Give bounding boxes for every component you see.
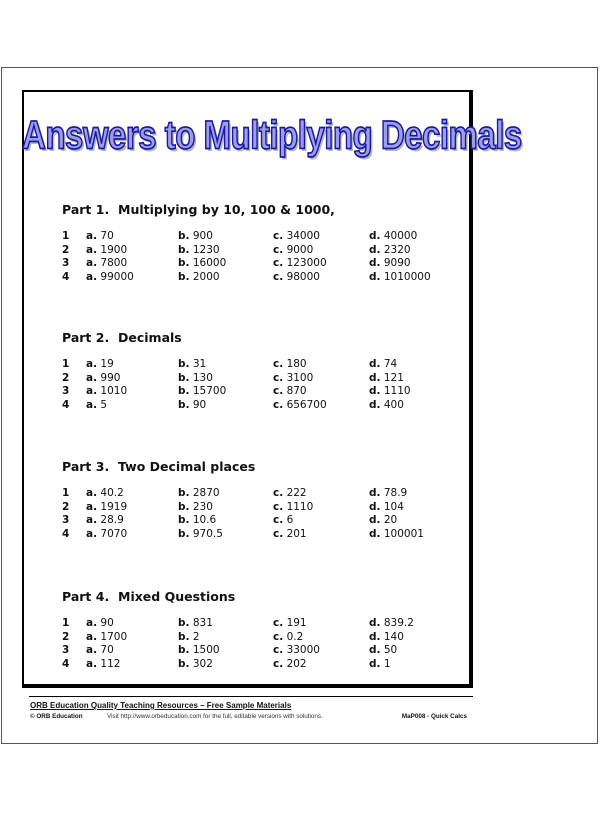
answer-letter: d. (369, 371, 381, 384)
answer-value: 400 (383, 399, 404, 412)
answer-letter: b. (178, 385, 190, 398)
answer-letter: c. (273, 257, 284, 270)
answer-cell-b (178, 244, 220, 256)
answer-value: 20 (383, 514, 398, 527)
answer-letter: d. (369, 644, 381, 657)
answer-cell-a (86, 487, 124, 499)
answer-cell-c (273, 528, 307, 540)
question-number: 1 (62, 358, 70, 370)
answer-value: 1900 (100, 243, 128, 256)
answer-cell-d (369, 631, 404, 643)
answer-cell-d (369, 399, 404, 411)
answer-letter: c. (273, 385, 284, 398)
answer-cell-c (273, 385, 307, 397)
question-number: 1 (62, 617, 70, 629)
answer-value: 10.6 (192, 514, 217, 527)
footer-title: ORB Education Quality Teaching Resources – Free Sample Materials (30, 701, 292, 710)
answer-cell-d (369, 244, 411, 256)
answer-value: 40000 (383, 230, 418, 242)
section-heading (62, 589, 235, 604)
answer-value: 31 (192, 358, 207, 370)
answer-value: 74 (383, 358, 398, 370)
answer-value: 99000 (100, 271, 134, 284)
answer-cell-c (273, 631, 303, 643)
answer-value: 98000 (286, 271, 320, 284)
answer-cell-c (273, 501, 313, 513)
answer-cell-c (273, 372, 313, 384)
answer-cell-a (86, 644, 114, 656)
answer-cell-c (273, 658, 307, 670)
answer-value: 900 (192, 230, 213, 242)
answer-letter: c. (273, 243, 284, 256)
question-number: 3 (62, 257, 70, 270)
answer-value: 2870 (192, 487, 220, 499)
answer-cell-d (369, 487, 407, 499)
answer-letter: a. (86, 358, 98, 370)
answer-value: 19 (100, 358, 114, 370)
answer-cell-d (369, 372, 404, 384)
question-number: 3 (62, 385, 70, 398)
answer-value: 140 (383, 630, 404, 643)
answer-letter: d. (369, 658, 381, 671)
answer-letter: c. (273, 617, 284, 629)
answer-letter: b. (178, 658, 190, 671)
answer-value: 1919 (100, 500, 128, 513)
answer-cell-a (86, 230, 114, 242)
answer-letter: d. (369, 617, 381, 629)
question-number: 2 (62, 243, 70, 256)
answer-cell-c (273, 514, 293, 526)
answer-value: 180 (286, 358, 307, 370)
question-number: 3 (62, 644, 70, 657)
answer-cell-a (86, 271, 134, 283)
answer-value: 2 (192, 630, 200, 643)
section-title: Multiplying by 10, 100 & 1000, (118, 202, 335, 217)
answer-letter: d. (369, 358, 381, 370)
answer-letter: d. (369, 385, 381, 398)
question-number: 3 (62, 514, 70, 527)
answer-cell-b (178, 230, 213, 242)
answer-cell-c (273, 257, 327, 269)
answer-value: 90 (100, 617, 114, 629)
answer-value: 202 (286, 658, 307, 671)
page-title: Answers to Multiplying Decimals (22, 112, 522, 158)
answer-cell-b (178, 514, 216, 526)
answer-letter: a. (86, 514, 98, 527)
answer-value: 1010000 (383, 271, 431, 284)
answer-cell-b (178, 617, 213, 629)
answer-value: 100001 (383, 528, 424, 541)
answer-letter: a. (86, 230, 98, 242)
answer-letter: c. (273, 371, 284, 384)
answer-letter: a. (86, 385, 98, 398)
section-heading (62, 202, 335, 217)
answer-value: 1230 (192, 243, 220, 256)
answer-letter: b. (178, 243, 190, 256)
answer-letter: a. (86, 271, 98, 284)
answer-letter: d. (369, 243, 381, 256)
section-part-label: Part 3. (62, 459, 110, 474)
answer-letter: b. (178, 399, 190, 412)
answer-letter: d. (369, 487, 381, 499)
answer-letter: c. (273, 514, 284, 527)
answer-letter: d. (369, 399, 381, 412)
question-number: 4 (62, 528, 70, 541)
answer-cell-c (273, 244, 313, 256)
answer-letter: d. (369, 514, 381, 527)
answer-cell-a (86, 257, 127, 269)
answer-cell-b (178, 358, 206, 370)
section-title: Two Decimal places (118, 459, 256, 474)
answer-value: 0.2 (286, 630, 304, 643)
answer-cell-b (178, 644, 220, 656)
answer-letter: d. (369, 528, 381, 541)
answer-cell-c (273, 644, 320, 656)
answer-value: 70 (100, 230, 114, 242)
answer-cell-b (178, 631, 200, 643)
question-number: 1 (62, 487, 70, 499)
answer-cell-c (273, 271, 320, 283)
answer-cell-b (178, 372, 213, 384)
question-number: 2 (62, 371, 70, 384)
answer-cell-d (369, 257, 411, 269)
answer-letter: a. (86, 500, 98, 513)
section-part-label: Part 1. (62, 202, 110, 217)
answer-cell-d (369, 230, 417, 242)
answer-letter: d. (369, 271, 381, 284)
footer-copyright: © ORB Education (30, 713, 83, 720)
answer-value: 222 (286, 487, 307, 499)
answer-letter: c. (273, 658, 284, 671)
answer-letter: d. (369, 257, 381, 270)
answer-letter: a. (86, 528, 98, 541)
answer-value: 1500 (192, 644, 220, 657)
answer-cell-b (178, 271, 220, 283)
answer-cell-d (369, 271, 431, 283)
answer-value: 2320 (383, 243, 411, 256)
answer-value: 50 (383, 644, 398, 657)
answer-value: 7070 (100, 528, 128, 541)
answer-value: 28.9 (100, 514, 124, 527)
answer-value: 34000 (286, 230, 320, 242)
answer-value: 121 (383, 371, 404, 384)
answer-cell-a (86, 501, 127, 513)
answer-letter: a. (86, 658, 98, 671)
answer-cell-d (369, 514, 397, 526)
answer-cell-c (273, 617, 307, 629)
answer-value: 201 (286, 528, 307, 541)
answer-value: 1 (383, 658, 391, 671)
answer-cell-d (369, 501, 404, 513)
answer-letter: d. (369, 500, 381, 513)
answer-value: 9090 (383, 257, 411, 270)
answer-letter: a. (86, 371, 98, 384)
answer-letter: d. (369, 630, 381, 643)
answer-cell-d (369, 644, 397, 656)
answer-cell-a (86, 528, 127, 540)
answer-cell-a (86, 399, 107, 411)
footer-product-code: MaP008 - Quick Calcs (401, 713, 467, 720)
answer-letter: a. (86, 617, 98, 629)
answer-value: 78.9 (383, 487, 408, 499)
answer-cell-a (86, 358, 114, 370)
answer-letter: b. (178, 617, 190, 629)
section-title: Mixed Questions (118, 589, 236, 604)
answer-letter: b. (178, 358, 190, 370)
answer-value: 870 (286, 385, 307, 398)
answer-value: 90 (192, 399, 207, 412)
question-number: 2 (62, 630, 70, 643)
answer-letter: c. (273, 500, 284, 513)
answer-letter: b. (178, 500, 190, 513)
question-number: 4 (62, 271, 70, 284)
answer-letter: b. (178, 230, 190, 242)
answer-value: 1010 (100, 385, 128, 398)
answer-value: 7800 (100, 257, 128, 270)
answer-value: 130 (192, 371, 213, 384)
answer-cell-a (86, 244, 127, 256)
answer-cell-b (178, 385, 226, 397)
answer-cell-a (86, 372, 120, 384)
answer-letter: a. (86, 644, 98, 657)
question-number: 1 (62, 230, 70, 242)
answer-letter: a. (86, 630, 98, 643)
answer-value: 970.5 (192, 528, 223, 541)
answer-cell-c (273, 230, 320, 242)
question-number: 4 (62, 399, 70, 412)
answer-cell-a (86, 631, 127, 643)
answer-value: 104 (383, 500, 404, 513)
answer-letter: b. (178, 257, 190, 270)
answer-cell-b (178, 257, 226, 269)
answer-letter: a. (86, 487, 98, 499)
answer-cell-b (178, 528, 223, 540)
answer-cell-d (369, 617, 414, 629)
answer-letter: c. (273, 399, 284, 412)
footer-divider (29, 696, 473, 697)
answer-value: 33000 (286, 644, 320, 657)
answer-cell-a (86, 385, 127, 397)
answer-letter: d. (369, 230, 381, 242)
answer-value: 2000 (192, 271, 220, 284)
answer-cell-b (178, 399, 206, 411)
answer-cell-b (178, 501, 213, 513)
answer-letter: b. (178, 644, 190, 657)
answer-cell-d (369, 528, 424, 540)
answer-letter: c. (273, 358, 284, 370)
answer-value: 1110 (383, 385, 411, 398)
answer-value: 1700 (100, 630, 128, 643)
answer-letter: c. (273, 487, 284, 499)
answer-value: 191 (286, 617, 307, 629)
answer-cell-d (369, 658, 391, 670)
answer-value: 5 (100, 399, 108, 412)
answer-letter: b. (178, 487, 190, 499)
section-heading (62, 459, 255, 474)
question-number: 4 (62, 658, 70, 671)
answer-value: 6 (286, 514, 294, 527)
answer-cell-d (369, 358, 397, 370)
question-number: 2 (62, 500, 70, 513)
section-part-label: Part 4. (62, 589, 110, 604)
answer-letter: c. (273, 630, 284, 643)
answer-cell-a (86, 658, 120, 670)
answer-letter: a. (86, 399, 98, 412)
section-part-label: Part 2. (62, 330, 110, 345)
answer-letter: b. (178, 528, 190, 541)
answer-value: 40.2 (100, 487, 124, 499)
answer-value: 302 (192, 658, 213, 671)
answer-value: 839.2 (383, 617, 414, 629)
answer-value: 112 (100, 658, 121, 671)
section-title: Decimals (118, 330, 182, 345)
answer-value: 990 (100, 371, 121, 384)
answer-value: 15700 (192, 385, 227, 398)
answer-letter: b. (178, 371, 190, 384)
answer-value: 9000 (286, 243, 314, 256)
answer-cell-c (273, 358, 307, 370)
answer-letter: b. (178, 514, 190, 527)
answer-value: 16000 (192, 257, 227, 270)
answer-cell-a (86, 617, 114, 629)
answer-value: 1110 (286, 500, 314, 513)
answer-value: 3100 (286, 371, 314, 384)
answer-letter: c. (273, 644, 284, 657)
answer-value: 70 (100, 644, 114, 657)
answer-cell-d (369, 385, 411, 397)
answer-letter: c. (273, 528, 284, 541)
answer-letter: c. (273, 271, 284, 284)
answer-value: 656700 (286, 399, 327, 412)
footer-visit-text: Visit http://www.orbeducation.com for the full, editable versions with solutions. (107, 713, 323, 720)
answer-value: 831 (192, 617, 213, 629)
answer-cell-a (86, 514, 124, 526)
answer-letter: b. (178, 271, 190, 284)
answer-cell-c (273, 487, 307, 499)
section-heading (62, 330, 182, 345)
answer-value: 230 (192, 500, 213, 513)
answer-letter: c. (273, 230, 284, 242)
answer-cell-c (273, 399, 327, 411)
answer-letter: b. (178, 630, 190, 643)
answer-cell-b (178, 658, 213, 670)
answer-letter: a. (86, 243, 98, 256)
answer-value: 123000 (286, 257, 327, 270)
answer-cell-b (178, 487, 220, 499)
answer-letter: a. (86, 257, 98, 270)
